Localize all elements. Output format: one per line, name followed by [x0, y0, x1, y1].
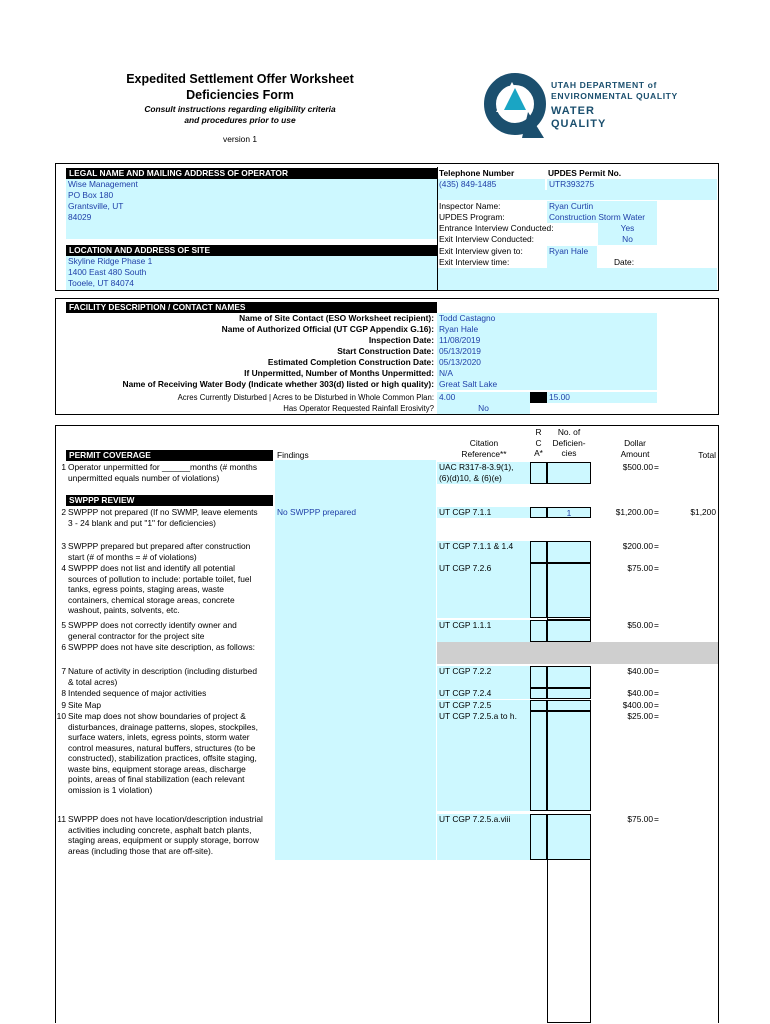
item-equals: =: [654, 507, 659, 517]
deq-logo: [482, 72, 552, 140]
item-count-field[interactable]: [547, 620, 591, 642]
facility-field-label: Inspection Date:: [368, 335, 434, 345]
item-equals: =: [654, 620, 659, 630]
eligibility-note-line-2: and procedures prior to use: [184, 114, 296, 125]
eligibility-note-line-1: Consult instructions regarding eligibility criteria: [144, 104, 336, 114]
amount-column-header: Dollar Amount: [620, 438, 650, 459]
item-number: 5: [61, 620, 66, 630]
item-equals: =: [654, 688, 659, 698]
item-rca-field[interactable]: [530, 711, 547, 811]
item-equals: =: [654, 462, 659, 472]
item-amount: $50.00: [627, 620, 653, 630]
item-amount: $500.00: [622, 462, 653, 472]
site-address-field[interactable]: [66, 256, 437, 290]
form-title: [95, 71, 385, 103]
permit-field[interactable]: UTR393275: [547, 179, 717, 190]
item-citation: UT CGP 7.1.1 & 1.4: [437, 541, 530, 563]
operator-address-line: 84029: [68, 212, 92, 222]
total-column-header: Total: [698, 450, 716, 460]
site-description-gray-row: [437, 642, 718, 664]
logo-line-2: ENVIRONMENTAL QUALITY: [551, 91, 678, 101]
item-description: SWPPP does not correctly identify owner and general contractor for the project site: [68, 620, 237, 641]
entrance-interview-field[interactable]: Yes: [598, 223, 657, 234]
count-box-frame: [547, 563, 591, 620]
facility-field-label: Name of Site Contact (ESO Worksheet recipient):: [239, 313, 434, 323]
logo-line-3: WATER: [551, 105, 595, 117]
item-equals: =: [654, 541, 659, 551]
inspector-label: Inspector Name:: [439, 201, 501, 211]
item-amount: $25.00: [627, 711, 653, 721]
facility-field-label: Name of Authorized Official (UT CGP Appendix G.16):: [221, 324, 434, 334]
item-equals: =: [654, 700, 659, 710]
title-line-1: Expedited Settlement Offer Worksheet: [126, 72, 354, 86]
item-count-field[interactable]: [547, 462, 591, 484]
phone-label: Telephone Number: [439, 168, 515, 178]
site-address-line: Tooele, UT 84074: [68, 278, 134, 288]
acres-separator: [530, 392, 547, 403]
item-citation: UT CGP 7.2.4: [437, 688, 530, 699]
acres-current-field[interactable]: 4.00: [437, 392, 530, 403]
version-label: version 1: [223, 134, 257, 144]
item-finding[interactable]: No SWPPP prepared: [277, 507, 356, 517]
item-citation: UT CGP 7.2.5.a to h.: [437, 711, 530, 811]
item-number: 6: [61, 642, 66, 652]
item-citation: UT CGP 7.2.6: [437, 563, 530, 618]
item-count-field[interactable]: [547, 666, 591, 688]
item-description: Intended sequence of major activities: [68, 688, 207, 698]
facility-field-value[interactable]: 05/13/2019: [437, 346, 657, 357]
item-count-field[interactable]: [547, 700, 591, 711]
item-rca-field[interactable]: [530, 462, 547, 484]
findings-column: [275, 460, 436, 860]
operator-address-line: Wise Management: [68, 179, 138, 189]
deq-logo-mark: [482, 72, 552, 140]
logo-line-1: UTAH DEPARTMENT of: [551, 80, 657, 90]
item-rca-field[interactable]: [530, 666, 547, 688]
item-number: 3: [61, 541, 66, 551]
item-description: SWPPP does not have site description, as follows:: [68, 642, 255, 652]
logo-agency-text: [551, 80, 678, 102]
operator-heading: LEGAL NAME AND MAILING ADDRESS OF OPERATOR: [66, 168, 437, 179]
given-label: Exit Interview given to:: [439, 246, 523, 256]
facility-field-value[interactable]: N/A: [437, 368, 657, 379]
site-address-line: Skyline Ridge Phase 1: [68, 256, 153, 266]
location-heading: LOCATION AND ADDRESS OF SITE: [66, 245, 437, 256]
item-amount: $40.00: [627, 688, 653, 698]
item-citation: UT CGP 7.2.2: [437, 666, 530, 688]
logo-line-4: QUALITY: [551, 118, 607, 130]
item-description: SWPPP prepared but prepared after construction start (# of months = # of violations): [68, 541, 251, 562]
count-box-frame: [547, 814, 591, 1023]
item-rca-field[interactable]: [530, 541, 547, 563]
title-line-2: Deficiencies Form: [186, 88, 294, 102]
permit-coverage-heading: PERMIT COVERAGE: [66, 450, 273, 461]
item-description: SWPPP not prepared (If no SWMP, leave elements 3 - 24 blank and put "1" for deficiencies): [68, 507, 258, 528]
item-description: Operator unpermitted for ______months (# months unpermitted equals number of violations): [68, 462, 258, 483]
item-number: 9: [61, 700, 66, 710]
exit-label: Exit Interview Conducted:: [439, 234, 534, 244]
site-address-line: 1400 East 480 South: [68, 267, 147, 277]
item-description: SWPPP does not list and identify all potential sources of pollution to include: portable toilet, fuel tanks, egress points, staging areas, waste containers, chemical storage areas, concrete washout, paints, solvents, etc.: [68, 563, 252, 615]
item-amount: $200.00: [622, 541, 653, 551]
item-citation: UT CGP 7.2.5.a.viii: [437, 814, 530, 860]
item-number: 7: [61, 666, 66, 676]
item-amount: $75.00: [627, 814, 653, 824]
item-count-field[interactable]: [547, 688, 591, 699]
item-equals: =: [654, 711, 659, 721]
acres-label: Acres Currently Disturbed | Acres to be Disturbed in Whole Common Plan:: [177, 393, 434, 402]
operator-address-field[interactable]: [66, 179, 437, 239]
item-rca-field[interactable]: [530, 700, 547, 711]
item-total: $1,200: [690, 507, 716, 517]
inspector-field[interactable]: Ryan Curtin: [547, 201, 657, 212]
count-column-header: No. of Deficien- cies: [552, 427, 586, 458]
program-field[interactable]: Construction Storm Water: [547, 212, 657, 223]
facility-field-label: Name of Receiving Water Body (Indicate whether 303(d) listed or high quality):: [122, 379, 434, 389]
facility-field-label: Estimated Completion Construction Date:: [267, 357, 434, 367]
contact-blank-row: [437, 190, 717, 200]
item-citation: UT CGP 1.1.1: [437, 620, 530, 642]
item-description: SWPPP does not have location/description industrial activities including concrete, asphalt batch plants, staging areas, equipment or supply storage, borrow areas (including those that are off-site).: [68, 814, 263, 856]
date-field[interactable]: [437, 268, 717, 290]
item-description: Site map does not show boundaries of project & disturbances, drainage patterns, slopes, stockpiles, surface waters, inlets, egress points, storm water control measures, natural buffers, structures (to be constructed), stabilization practices, offsite staging, waste bins, equipment storage areas, discharge points, areas of final stabilization (each relevant omission is 1 violation): [68, 711, 258, 795]
facility-field-label: Start Construction Date:: [337, 346, 434, 356]
swppp-review-heading: SWPPP REVIEW: [66, 495, 273, 506]
item-amount: $400.00: [622, 700, 653, 710]
item-count-field[interactable]: [547, 541, 591, 563]
facility-field-value[interactable]: 11/08/2019: [437, 335, 657, 346]
exit-interview-field[interactable]: No: [598, 234, 657, 245]
phone-field[interactable]: (435) 849-1485: [437, 179, 545, 190]
item-number: 8: [61, 688, 66, 698]
logo-division-text: [551, 105, 606, 131]
item-amount: $75.00: [627, 563, 653, 573]
facility-field-label: If Unpermitted, Number of Months Unpermitted:: [244, 368, 434, 378]
item-number: 10: [56, 711, 66, 721]
item-description: Nature of activity in description (including disturbed & total acres): [68, 666, 257, 687]
item-rca-field[interactable]: [530, 688, 547, 699]
item-citation: UT CGP 7.1.1: [437, 507, 530, 518]
facility-field-value[interactable]: Great Salt Lake: [437, 379, 657, 390]
acres-plan-field[interactable]: 15.00: [547, 392, 657, 403]
item-amount: $1,200.00: [615, 507, 653, 517]
time-label: Exit Interview time:: [439, 257, 510, 267]
item-number: 1: [61, 462, 66, 472]
item-number: 11: [57, 814, 66, 824]
facility-field-value[interactable]: 05/13/2020: [437, 357, 657, 368]
item-rca-field[interactable]: [530, 563, 547, 618]
item-number: 2: [61, 507, 66, 517]
item-description: Site Map: [68, 700, 102, 710]
erosivity-field[interactable]: No: [437, 403, 530, 414]
item-amount: $40.00: [627, 666, 653, 676]
permit-label: UPDES Permit No.: [548, 168, 622, 178]
facility-field-value[interactable]: Ryan Hale: [437, 324, 657, 335]
item-citation: UAC R317-8-3.9(1), (6)(d)10, & (6)(e): [437, 462, 530, 484]
eligibility-note: [95, 104, 385, 125]
item-count-field[interactable]: 1: [547, 507, 591, 518]
rca-column-header: R C A*: [534, 427, 543, 458]
erosivity-label: Has Operator Requested Rainfall Erosivity?: [283, 404, 434, 413]
facility-field-value[interactable]: Todd Castagno: [437, 313, 657, 324]
item-citation: UT CGP 7.2.5: [437, 700, 530, 711]
exit-time-field[interactable]: [547, 257, 597, 268]
citation-column-header: Citation Reference**: [461, 438, 507, 459]
exit-given-to-field[interactable]: Ryan Hale: [547, 246, 597, 257]
item-rca-field[interactable]: [530, 620, 547, 642]
item-rca-field[interactable]: [530, 507, 547, 518]
program-label: UPDES Program:: [439, 212, 505, 222]
date-label: Date:: [614, 257, 635, 267]
operator-address-line: PO Box 180: [68, 190, 114, 200]
item-equals: =: [654, 666, 659, 676]
count-box-frame: [547, 711, 591, 811]
entrance-label: Entrance Interview Conducted:: [439, 223, 554, 233]
facility-heading: FACILITY DESCRIPTION / CONTACT NAMES: [66, 302, 437, 313]
item-rca-field[interactable]: [530, 814, 547, 860]
findings-column-header: Findings: [277, 450, 309, 460]
item-number: 4: [61, 563, 66, 573]
operator-address-line: Grantsville, UT: [68, 201, 124, 211]
item-equals: =: [654, 814, 659, 824]
item-equals: =: [654, 563, 659, 573]
